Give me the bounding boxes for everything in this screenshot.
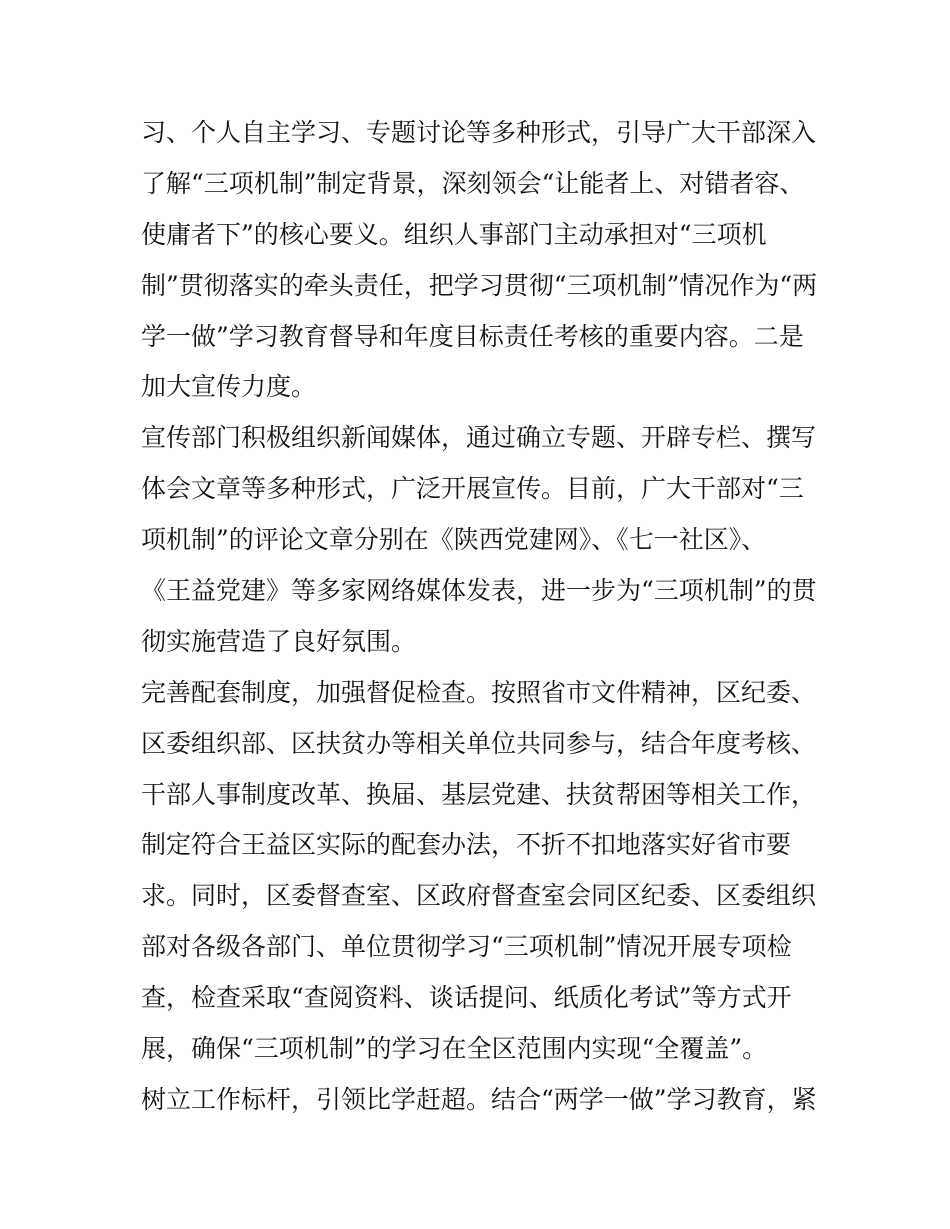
text-line-3: 使庸者下”的核心要义。组织人事部门主动承担对“三项机 bbox=[141, 219, 767, 249]
text-line-13: 区委组织部、区扶贫办等相关单位共同参与，结合年度考核、 bbox=[141, 728, 817, 758]
text-line-17: 部对各级各部门、单位贯彻学习“三项机制”情况开展专项检 bbox=[141, 932, 792, 962]
text-line-14: 干部人事制度改革、换届、基层党建、扶贫帮困等相关工作， bbox=[141, 779, 817, 809]
text-line-15: 制定符合王益区实际的配套办法，不折不扣地落实好省市要 bbox=[141, 830, 792, 860]
text-line-10: 《王益党建》等多家网络媒体发表，进一步为“三项机制”的贯 bbox=[141, 576, 817, 606]
text-line-12: 完善配套制度，加强督促检查。按照省市文件精神，区纪委、 bbox=[141, 677, 817, 707]
text-line-7: 宣传部门积极组织新闻媒体，通过确立专题、开辟专栏、撰写 bbox=[141, 423, 817, 453]
text-line-6: 加大宣传力度。 bbox=[141, 372, 317, 402]
text-line-11: 彻实施营造了良好氛围。 bbox=[141, 626, 417, 656]
text-line-19: 展，确保“三项机制”的学习在全区范围内实现“全覆盖”。 bbox=[141, 1034, 768, 1064]
text-line-16: 求。同时，区委督查室、区政府督查室会同区纪委、区委组织 bbox=[141, 881, 817, 911]
body-text bbox=[141, 108, 821, 1126]
text-line-20: 树立工作标杆，引领比学赶超。结合“两学一做”学习教育，紧 bbox=[141, 1084, 817, 1114]
text-line-2: 了解“三项机制”制定背景，深刻领会“让能者上、对错者容、 bbox=[141, 168, 805, 198]
text-line-1: 习、个人自主学习、专题讨论等多种形式，引导广大干部深入 bbox=[141, 118, 817, 147]
text-line-8: 体会文章等多种形式，广泛开展宣传。目前，广大干部对“三 bbox=[141, 474, 804, 504]
text-line-18: 查，检查采取“查阅资料、谈话提问、纸质化考试”等方式开 bbox=[141, 983, 792, 1013]
text-line-4: 制”贯彻落实的牵头责任，把学习贯彻“三项机制”情况作为“两 bbox=[141, 270, 818, 300]
text-line-9: 项机制”的评论文章分别在《陕西党建网》、《七一社区》、 bbox=[141, 525, 767, 555]
text-line-5: 学一做”学习教育督导和年度目标责任考核的重要内容。二是 bbox=[141, 321, 804, 351]
